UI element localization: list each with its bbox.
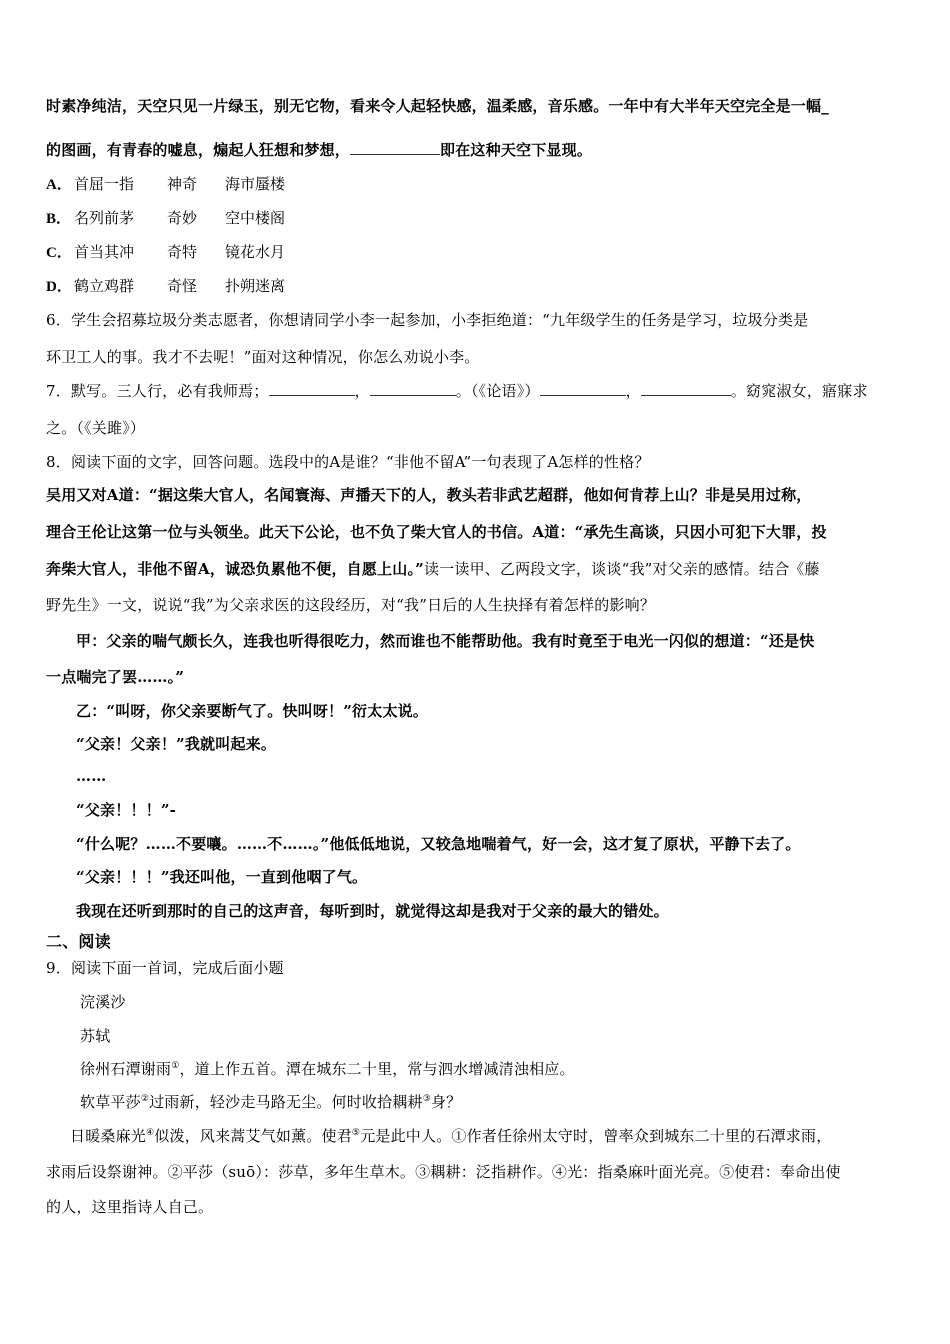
fill-blank-1[interactable]	[269, 381, 355, 396]
footnote-marker: ③	[422, 1094, 431, 1104]
poem-notes-line-2: 求雨后设祭谢神。②平莎（suō）：莎草，多年生草木。③耦耕：泛指耕作。④光：指桑麻叶面光亮。⑤使君：奉命出使	[46, 1163, 841, 1181]
poem-notes-line-3: 的人，这里指诗人自己。	[46, 1198, 214, 1216]
passage-jia-line-2: 一点喘完了罢……。”	[46, 668, 185, 686]
option-letter: D．	[46, 279, 72, 295]
question-8-passage-line-2: 理合王伦让这第一位与头领坐。此天下公论，也不负了柴大官人的书信。A道：“承先生高谈，只因小可犯下大罪，投	[46, 523, 827, 541]
option-word: 镜花水月	[225, 243, 286, 261]
option-letter: A．	[46, 177, 72, 193]
poem-text: 过雨新，轻沙走马路无尘。何时收拾耦耕	[149, 1093, 423, 1111]
question-text: 。窈窕淑女，寤寐求	[730, 382, 868, 400]
punct: ，	[354, 382, 370, 400]
passage-jia-line-1: 甲：父亲的喘气颇长久，连我也听得很吃力，然而谁也不能帮助他。我有时竟至于电光一闪似的想道：“还是快	[76, 632, 815, 650]
option-letter: B．	[46, 211, 72, 227]
option-d[interactable]	[46, 276, 285, 297]
fill-blank[interactable]	[350, 140, 440, 155]
passage-yi-line: 乙：“叫呀，你父亲要断气了。快叫呀！”衍太太说。	[76, 702, 429, 720]
option-word: 首当其冲	[74, 243, 135, 261]
option-a[interactable]	[46, 174, 285, 195]
poem-author: 苏轼	[80, 1027, 111, 1045]
passage-text: 的图画，有青春的嘘息，煽起人狂想和梦想，	[46, 141, 351, 159]
footnote-marker: ②	[140, 1094, 150, 1104]
section-title: 二、阅读	[46, 934, 111, 951]
option-word: 神奇	[167, 175, 198, 193]
passage-yi-line: 我现在还听到那时的自己的这声音，每听到时，就觉得这却是我对于父亲的最大的错处。	[76, 902, 669, 920]
passage-text: 时素净纯洁，天空只见一片绿玉，别无它物，看来令人起轻快感，温柔感，音乐感。一年中有大半年天空完全是一幅	[46, 97, 822, 115]
question-9-prompt: 9．阅读下面一首词，完成后面小题	[46, 959, 284, 977]
passage-text: 奔柴大官人，非他不留A，诚恐负累他不便，自愿上山。”	[46, 560, 424, 578]
option-word: 奇妙	[167, 209, 198, 227]
fill-blank-2[interactable]	[370, 381, 456, 396]
poem-text: 软草平莎	[80, 1093, 141, 1111]
option-word: 海市蜃楼	[225, 175, 286, 193]
question-7-line-1	[46, 381, 868, 401]
question-text: 读一读甲、乙两段文字，谈谈“我”对父亲的感情。结合《藤	[423, 560, 820, 578]
passage-yi-line: “父亲！父亲！”我就叫起来。	[76, 735, 277, 753]
question-text: 。（《论语》）	[455, 382, 540, 400]
option-letter: C．	[46, 245, 72, 261]
passage-yi-line: ……	[76, 767, 107, 785]
passage-line-2	[46, 140, 592, 160]
poem-text: 日暖桑麻光	[70, 1127, 147, 1145]
option-word: 扑朔迷离	[225, 277, 286, 295]
passage-yi-line: “父亲！！！”我还叫他，一直到他咽了气。	[76, 868, 368, 886]
question-text: 7．默写。三人行，必有我师焉；	[46, 382, 269, 400]
question-8-prompt: 8．阅读下面的文字，回答问题。选段中的A是谁？“非他不留A”一句表现了A怎样的性格？	[46, 453, 650, 471]
passage-yi-line: “父亲！！！”-	[76, 801, 177, 819]
option-word: 奇特	[167, 243, 198, 261]
blank-tail: _	[821, 97, 829, 115]
poem-verse-1	[46, 1092, 461, 1112]
poem-verse-2	[46, 1126, 831, 1146]
poem-text: 元是此中人。①作者任徐州太守时，曾率众到城东二十里的石潭求雨，	[360, 1127, 832, 1145]
fill-blank-3[interactable]	[540, 381, 626, 396]
poem-preface	[46, 1059, 575, 1079]
option-word: 奇怪	[167, 277, 198, 295]
poem-title: 浣溪沙	[80, 993, 126, 1011]
passage-line-1	[46, 96, 829, 116]
option-word: 空中楼阁	[225, 209, 286, 227]
poem-text: 似泼，风来蒿艾气如薰。使君	[154, 1127, 352, 1145]
poem-text: 身？	[430, 1093, 462, 1111]
footnote-marker: ⑤	[351, 1128, 361, 1138]
option-c[interactable]	[46, 242, 285, 263]
question-8-passage-line-1: 吴用又对A道：“据这柴大官人，名闻寰海、声播天下的人，教头若非武艺超群，他如何肯荐上山？非是吴用过称，	[46, 486, 812, 504]
question-7-line-2: 之。（《关雎》）	[46, 419, 146, 437]
question-8-line-4: 野先生》一文，说说“我”为父亲求医的这段经历，对“我”日后的人生抉择有着怎样的影响？	[46, 596, 656, 614]
punct: ，	[625, 382, 641, 400]
option-word: 鹤立鸡群	[74, 277, 135, 295]
footnote-marker: ④	[146, 1128, 155, 1138]
option-word: 名列前茅	[74, 209, 135, 227]
option-word: 首屈一指	[74, 175, 135, 193]
footnote-marker: ①	[171, 1061, 180, 1071]
passage-text: 即在这种天空下显现。	[440, 141, 593, 159]
question-6-line-1: 6．学生会招募垃圾分类志愿者，你想请同学小李一起参加，小李拒绝道：“九年级学生的任务是学习，垃圾分类是	[46, 311, 809, 329]
option-b[interactable]	[46, 208, 285, 229]
poem-text: 徐州石潭谢雨	[80, 1060, 172, 1078]
question-8-passage-line-3	[46, 559, 820, 579]
poem-text: ，道上作五首。潭在城东二十里，常与泗水增减清浊相应。	[179, 1060, 575, 1078]
question-6-line-2: 环卫工人的事。我才不去呢！”面对这种情况，你怎么劝说小李。	[46, 348, 480, 366]
fill-blank-4[interactable]	[641, 381, 731, 396]
passage-yi-line: “什么呢？……不要嚷。……不……。”他低低地说，又较急地喘着气，好一会，这才复了原状，平静下去了。	[76, 835, 801, 853]
